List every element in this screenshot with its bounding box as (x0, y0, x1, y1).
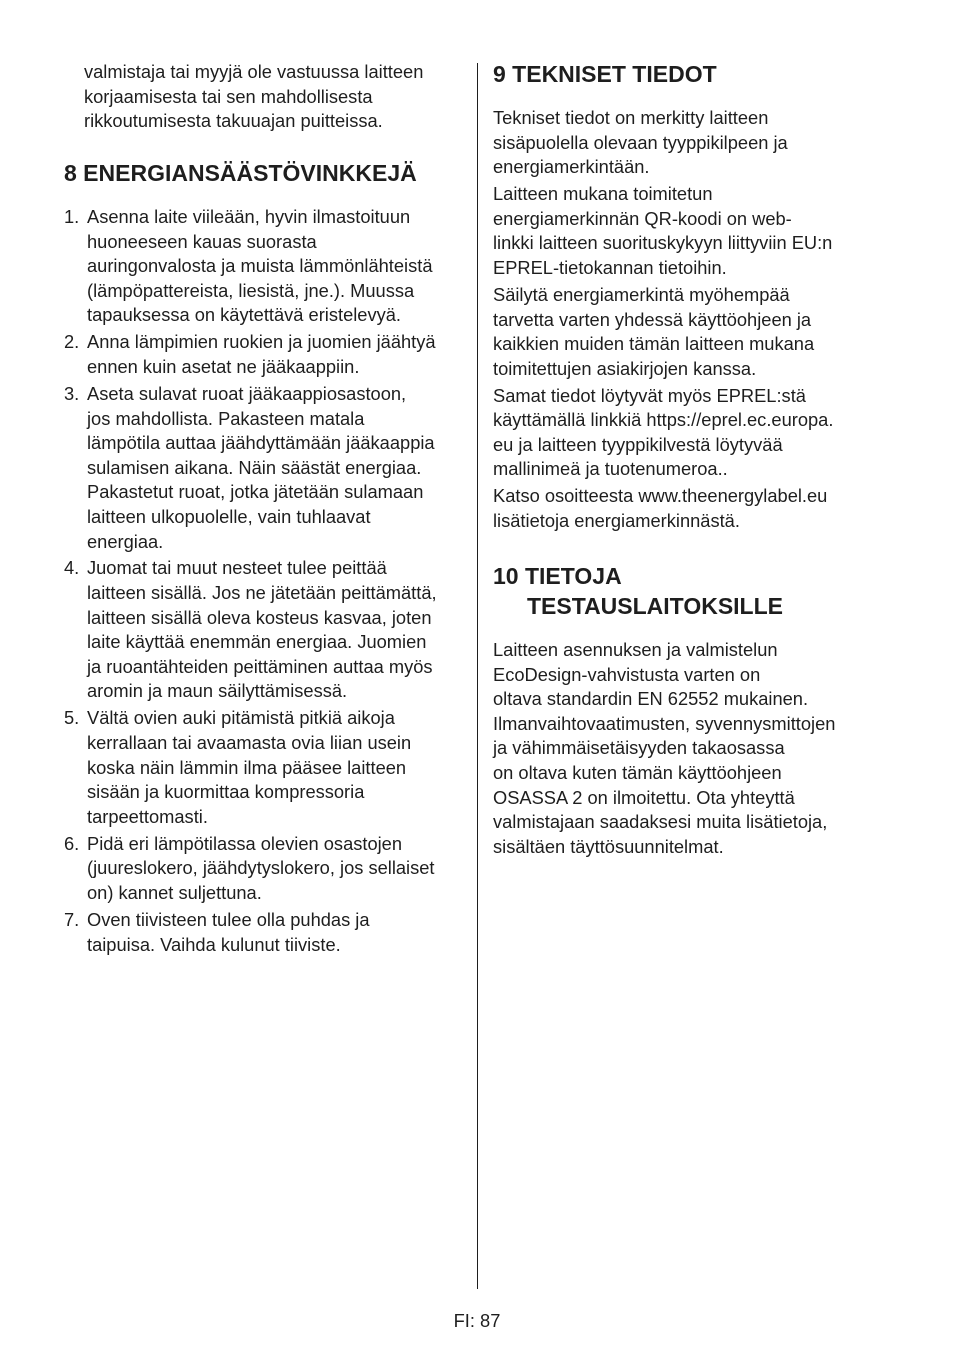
list-item-line: energiaa. (87, 530, 164, 552)
list-item-line: laite käyttää enemmän energiaa. Juomien (87, 631, 427, 653)
section-8-heading: 8 ENERGIANSÄÄSTÖVINKKEJÄ (64, 160, 417, 186)
paragraph-line: linkki laitteen suorituskykyyn liittyviin EU:n (493, 232, 833, 254)
list-item-line: lämpötila auttaa jäähdyttämään jääkaappia (87, 432, 435, 454)
paragraph-line: kaikkien muiden tämän laitteen mukana (493, 333, 815, 355)
paragraph (493, 484, 833, 533)
list-item (64, 556, 437, 704)
paragraph-line: käyttämällä linkkiä https://eprel.ec.europa. (493, 409, 834, 431)
list-item (64, 382, 437, 554)
list-item-line: ja ruoantähteiden peittäminen auttaa myös (87, 655, 433, 677)
list-item-number: 5. (64, 707, 80, 729)
list-item-number: 2. (64, 331, 80, 353)
list-item (64, 908, 437, 957)
paragraph-line: EPREL-tietokannan tietoihin. (493, 256, 727, 278)
list-item-line: ennen kuin asetat ne jääkaappiin. (87, 355, 360, 377)
paragraph (493, 283, 833, 381)
list-item-line: tapauksessa on käytettävä eristelevyä. (87, 304, 402, 326)
list-item-line: (lämpöpattereista, liesistä, jne.). Muussa (87, 279, 415, 301)
list-item-line: Oven tiivisteen tulee olla puhdas ja (87, 908, 370, 930)
paragraph-line: on oltava kuten tämän käyttöohjeen (493, 761, 782, 783)
section-9-heading: 9 TEKNISET TIEDOT (493, 61, 717, 87)
paragraph-line: tarvetta varten yhdessä käyttöohjeen ja (493, 308, 812, 330)
list-item-line: laitteen sisällä. Jos ne jätetään peittämättä, (87, 582, 437, 604)
list-item-line: Pakastetut ruoat, jotka jätetään sulamaan (87, 481, 424, 503)
list-item-line: sulamisen aikana. Näin säästät energiaa. (87, 456, 422, 478)
paragraph-line: Katso osoitteesta www.theenergylabel.eu (493, 485, 828, 507)
paragraph-line: eu ja laitteen tyyppikilvestä löytyvää (493, 433, 783, 455)
paragraph (493, 106, 833, 180)
list-item-line: laitteen sisällä oleva kosteus kasvaa, joten (87, 606, 432, 628)
paragraph-line: Säilytä energiamerkintä myöhempää (493, 283, 790, 305)
paragraph-line: Laitteen asennuksen ja valmistelun (493, 639, 778, 660)
list-item (64, 832, 437, 906)
list-item-line: Pidä eri lämpötilassa olevien osastojen (87, 832, 403, 854)
heading-line: 10 TIETOJA (493, 563, 622, 589)
paragraph-line: sisältäen täyttösuunnitelmat. (493, 835, 724, 857)
paragraph-line: Samat tiedot löytyvät myös EPREL:stä (493, 384, 806, 406)
list-item-line: kerrallaan tai avaamasta ovia liian usein (87, 732, 412, 754)
column-divider (477, 63, 478, 1289)
intro-paragraph (84, 60, 423, 134)
list-item-line: tarpeettomasti. (87, 805, 208, 827)
list-item-line: jos mahdollista. Pakasteen matala (87, 407, 365, 429)
list-item-number: 7. (64, 908, 80, 930)
paragraph (493, 182, 833, 280)
list-item-line: Asenna laite viileään, hyvin ilmastoituun (87, 206, 411, 227)
list-item-line: Anna lämpimien ruokien ja juomien jäähtyä (87, 331, 436, 353)
paragraph-line: ja vähimmäisetäisyyden takaosassa (493, 737, 785, 759)
paragraph-line: Laitteen mukana toimitetun (493, 183, 713, 205)
paragraph-line: sisäpuolella olevaan tyyppikilpeen ja (493, 131, 788, 153)
paragraph-line: mallinimeä ja tuotenumeroa.. (493, 458, 728, 480)
section-10-heading (493, 561, 783, 621)
paragraph-line: Tekniset tiedot on merkitty laitteen (493, 107, 769, 128)
list-item-line: huoneeseen kauas suorasta (87, 230, 317, 252)
list-item-number: 3. (64, 382, 80, 404)
list-item-line: sisään ja kuormittaa kompressoria (87, 781, 365, 803)
list-item (64, 205, 437, 328)
list-item-line: laitteen ulkopuolelle, vain tuhlaavat (87, 505, 371, 527)
paragraph-line: EcoDesign-vahvistusta varten on (493, 663, 761, 685)
list-item-line: aromin ja maun säilyttämisessä. (87, 680, 348, 702)
paragraph-line: oltava standardin EN 62552 mukainen. (493, 688, 809, 710)
intro-line: valmistaja tai myyjä ole vastuussa laitteen (84, 61, 424, 82)
energy-tips-list (64, 205, 437, 960)
list-item-line: Juomat tai muut nesteet tulee peittää (87, 557, 387, 579)
section-9-body (493, 106, 833, 536)
paragraph-line: OSASSA 2 on ilmoitettu. Ota yhteyttä (493, 786, 795, 808)
paragraph-line: lisätietoja energiamerkinnästä. (493, 510, 740, 532)
paragraph-line: valmistajaan saadaksesi muita lisätietoja, (493, 811, 828, 833)
list-item-number: 4. (64, 557, 80, 579)
intro-line: korjaamisesta tai sen mahdollisesta (84, 85, 373, 107)
list-item-line: on) kannet suljettuna. (87, 881, 262, 903)
paragraph-line: Ilmanvaihtovaatimusten, syvennysmittojen (493, 712, 836, 734)
list-item-line: taipuisa. Vaihda kulunut tiiviste. (87, 933, 341, 955)
list-item-number: 1. (64, 206, 80, 227)
list-item-line: (juureslokero, jäähdytyslokero, jos sellaiset (87, 857, 435, 879)
heading-line: TESTAUSLAITOKSILLE (527, 593, 783, 619)
paragraph-line: energiamerkintään. (493, 156, 650, 178)
paragraph-line: toimitettujen asiakirjojen kanssa. (493, 357, 757, 379)
list-item-line: Vältä ovien auki pitämistä pitkiä aikoja (87, 707, 395, 729)
section-10-body (493, 638, 835, 859)
list-item-line: auringonvalosta ja muista lämmönlähteistä (87, 255, 433, 277)
page-number: FI: 87 (453, 1310, 501, 1331)
list-item-line: Aseta sulavat ruoat jääkaappiosastoon, (87, 382, 407, 404)
list-item (64, 706, 437, 829)
intro-line: rikkoutumisesta takuuajan puitteissa. (84, 110, 383, 132)
paragraph-line: energiamerkinnän QR-koodi on web- (493, 207, 792, 229)
list-item-number: 6. (64, 832, 80, 854)
list-item (64, 330, 437, 379)
list-item-line: koska näin lämmin ilma pääsee laitteen (87, 756, 407, 778)
paragraph (493, 384, 833, 482)
